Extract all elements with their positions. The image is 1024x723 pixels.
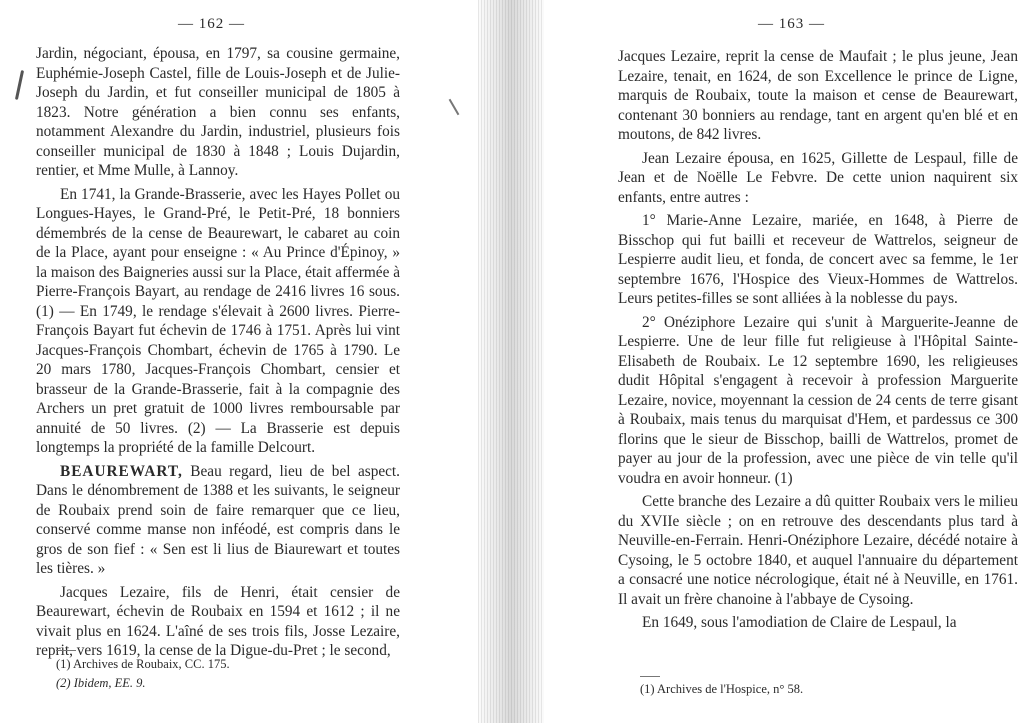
footnote: (1) Archives de l'Hospice, n° 58.	[640, 682, 804, 696]
paragraph: Jean Lezaire épousa, en 1625, Gillette de Lespaul, fille de Jean et de Noëlle Le Febvre. De cette union naquirent six enfants, entre autres :	[618, 149, 1018, 206]
footnote-rule	[56, 650, 76, 651]
body-text	[36, 44, 400, 661]
page-number: — 162 —	[178, 16, 245, 32]
paragraph: En 1741, la Grande-Brasserie, avec les Hayes Pollet ou Longues-Hayes, le Grand-Pré, le Petit-Pré, 18 bonniers démembrés de la cense de Beaurewart, le cabaret au coin de la Place, ayant pour enseigne : « Au Prince d'Épinoy, » la maison des Baigneries aussi sur la Place, était affermée à Pierre-François Bayart, au rendage de 2416 livres 16 sous. (1) — En 1749, le rendage s'élevait à 2600 livres. Pierre-François Bayart fut échevin de 1746 à 1751. Après lui vint Jacques-François Chombart, échevin de 1765 à 1790. Le 20 mars 1780, Jacques-François Chombart, censier et brasseur de la Grande-Brasserie, fait à la compagnie des Archers un pret gratuit de 1000 livres remboursable par annuité de 50 livres. (2) — La Brasserie est depuis longtemps la propriété de la famille Delcourt.	[36, 185, 400, 456]
paragraph: Jardin, négociant, épousa, en 1797, sa cousine germaine, Euphémie-Joseph Castel, fille de Louis-Joseph et de Julie-Joseph du Jardin, et fut conseiller municipal de 1805 à 1823. Notre génération a bien connu ses enfants, notamment Alexandre du Jardin, industriel, plusieurs fois conseiller municipal de 1830 à 1848 ; Louis Dujardin, rentier, et Mme Mulle, à Lannoy.	[36, 45, 400, 179]
left-page	[0, 0, 500, 723]
paragraph-text: Beau regard, lieu de bel aspect. Dans le dénombrement de 1388 et les suivants, le seigneur de Roubaix prend soin de faire remarquer que ce lieu, conservé comme manse non inféodé, est compris dans le gros de son fief : « Sen est li lius de Biaurewart et toutes les tières. »	[36, 462, 400, 577]
body-text	[618, 47, 1018, 633]
right-page	[540, 0, 1024, 723]
footnotes	[640, 680, 803, 699]
paragraph: 2° Onéziphore Lezaire qui s'unit à Marguerite-Jeanne de Lespierre. Une de leur fille fut religieuse à l'Hôpital Sainte-Elisabeth de Roubaix. Le 12 septembre 1690, les religieuses dudit Hôpital s'engagent à recevoir à profession Marguerite Lezaire, novice, moyennant la cession de 24 cents de terre gisant à Roubaix, mais tenus du marquisat d'Hem, et pardessus ce 300 florins que le sieur de Bisschop, bailli de Wattrelos, promet de payer au jour de la profession, avec une pièce de vin telle qu'il voudra en avoir honneur. (1)	[618, 313, 1018, 487]
paragraph	[36, 462, 400, 579]
stray-ink-mark	[449, 99, 460, 116]
margin-pencil-mark	[15, 70, 24, 100]
paragraph: Cette branche des Lezaire a dû quitter Roubaix vers le milieu du XVIIe siècle ; on en retrouve des descendants plus tard à Neuville-en-Ferrain. Henri-Onéziphore Lezaire, décédé notaire à Cysoing, le 5 octobre 1840, et auquel l'annuaire du département a consacré une notice nécrologique, était né à Neuville, en 1761. Il avait un frère chanoine à l'abbaye de Cysoing.	[618, 493, 1018, 608]
paragraph: Jacques Lezaire, fils de Henri, était censier de Beaurewart, échevin de Roubaix en 1594 et 1612 ; il ne vivait plus en 1624. L'aîné de ses trois fils, Josse Lezaire, reprit, vers 1619, la cense de la Digue-du-Pret ; le second,	[36, 583, 400, 659]
page-number: — 163 —	[758, 16, 825, 32]
footnotes	[56, 655, 230, 693]
paragraph: En 1649, sous l'amodiation de Claire de Lespaul, la	[642, 614, 957, 631]
footnote: (1) Archives de Roubaix, CC. 175.	[56, 657, 230, 671]
paragraph: Jacques Lezaire, reprit la cense de Maufait ; le plus jeune, Jean Lezaire, tenait, en 1624, de son Excellence le prince de Ligne, marquis de Roubaix, toute la maison et cense de Beaurewart, contenant 30 bonniers au rendage, tant en argent qu'en blé et en moutons, de 842 livres.	[618, 48, 1018, 143]
section-heading: BEAUREWART,	[60, 462, 183, 480]
paragraph: 1° Marie-Anne Lezaire, mariée, en 1648, à Pierre de Bisschop qui fut bailli et receveur de Wattrelos, seigneur de Lespierre audit lieu, et fonda, de concert avec sa femme, le 1er septembre 1676, l'Hospice des Vieux-Hommes de Wattrelos. Leurs petites-filles se sont alliées à la noblesse du pays.	[618, 212, 1018, 307]
footnote: (2) Ibidem, EE. 9.	[56, 676, 146, 690]
footnote-rule	[640, 676, 660, 677]
